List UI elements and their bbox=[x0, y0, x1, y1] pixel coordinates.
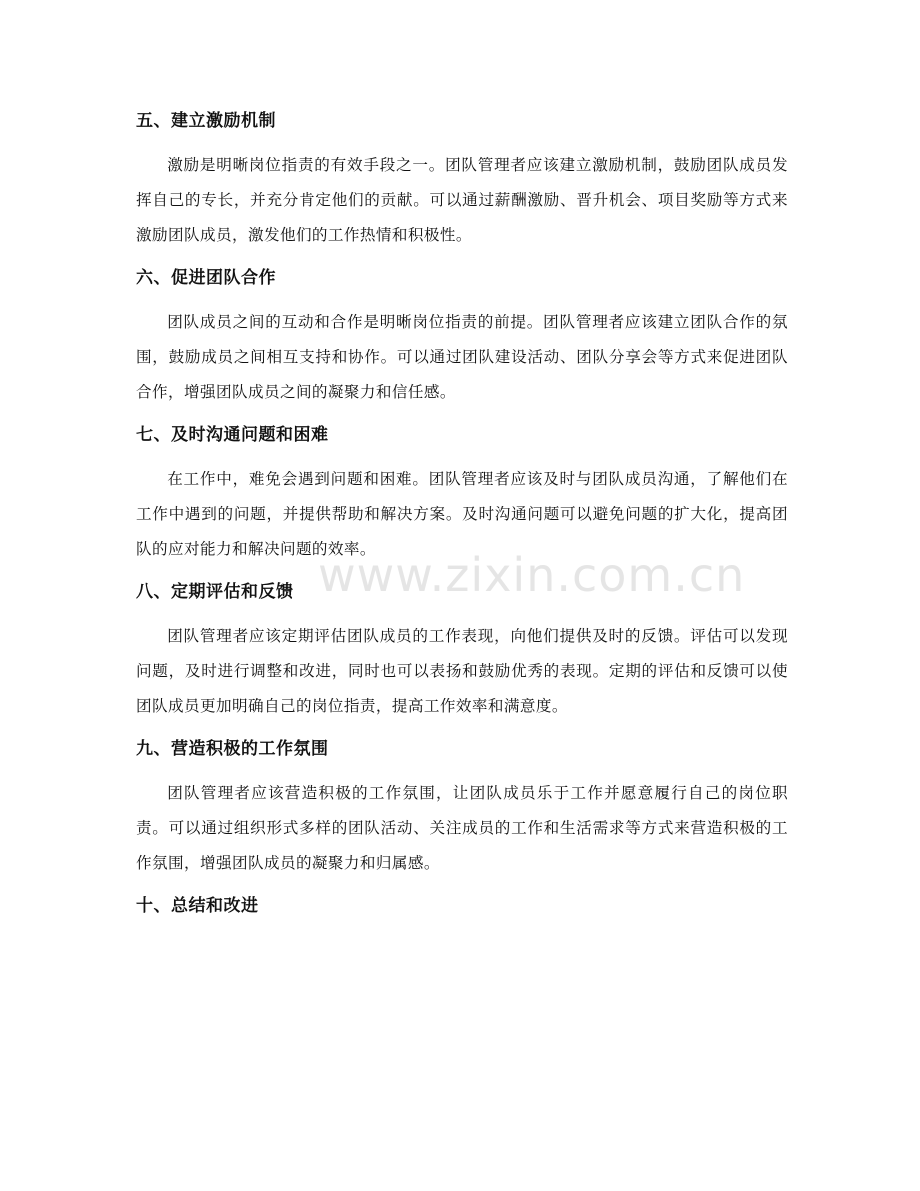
section-9 bbox=[136, 732, 788, 881]
section-paragraph: 在工作中，难免会遇到问题和困难。团队管理者应该及时与团队成员沟通，了解他们在工作中遇到的问题，并提供帮助和解决方案。及时沟通问题可以避免问题的扩大化，提高团队的应对能力和解决问题的效率。 bbox=[136, 470, 788, 558]
section-6 bbox=[136, 261, 788, 410]
section-paragraph: 团队管理者应该营造积极的工作氛围，让团队成员乐于工作并愿意履行自己的岗位职责。可以通过组织形式多样的团队活动、关注成员的工作和生活需求等方式来营造积极的工作氛围，增强团队成员的凝聚力和归属感。 bbox=[136, 784, 788, 872]
section-heading: 八、定期评估和反馈 bbox=[136, 582, 294, 602]
section-paragraph: 团队管理者应该定期评估团队成员的工作表现，向他们提供及时的反馈。评估可以发现问题，及时进行调整和改进，同时也可以表扬和鼓励优秀的表现。定期的评估和反馈可以使团队成员更加明确自己的岗位指责，提高工作效率和满意度。 bbox=[136, 627, 788, 715]
section-paragraph: 团队成员之间的互动和合作是明晰岗位指责的前提。团队管理者应该建立团队合作的氛围，鼓励成员之间相互支持和协作。可以通过团队建设活动、团队分享会等方式来促进团队合作，增强团队成员之间的凝聚力和信任感。 bbox=[136, 313, 788, 401]
section-heading: 九、营造积极的工作氛围 bbox=[136, 739, 329, 759]
watermark: www.zixin.com.cn bbox=[318, 548, 746, 602]
section-heading: 七、及时沟通问题和困难 bbox=[136, 425, 329, 445]
section-5 bbox=[136, 104, 788, 253]
section-heading: 六、促进团队合作 bbox=[136, 268, 276, 288]
section-7 bbox=[136, 418, 788, 567]
section-heading: 五、建立激励机制 bbox=[136, 111, 276, 131]
section-paragraph: 激励是明晰岗位指责的有效手段之一。团队管理者应该建立激励机制，鼓励团队成员发挥自己的专长，并充分肯定他们的贡献。可以通过薪酬激励、晋升机会、项目奖励等方式来激励团队成员，激发他们的工作热情和积极性。 bbox=[136, 156, 788, 244]
section-heading: 十、总结和改进 bbox=[136, 896, 259, 916]
document-content bbox=[136, 104, 788, 933]
section-10 bbox=[136, 889, 788, 923]
